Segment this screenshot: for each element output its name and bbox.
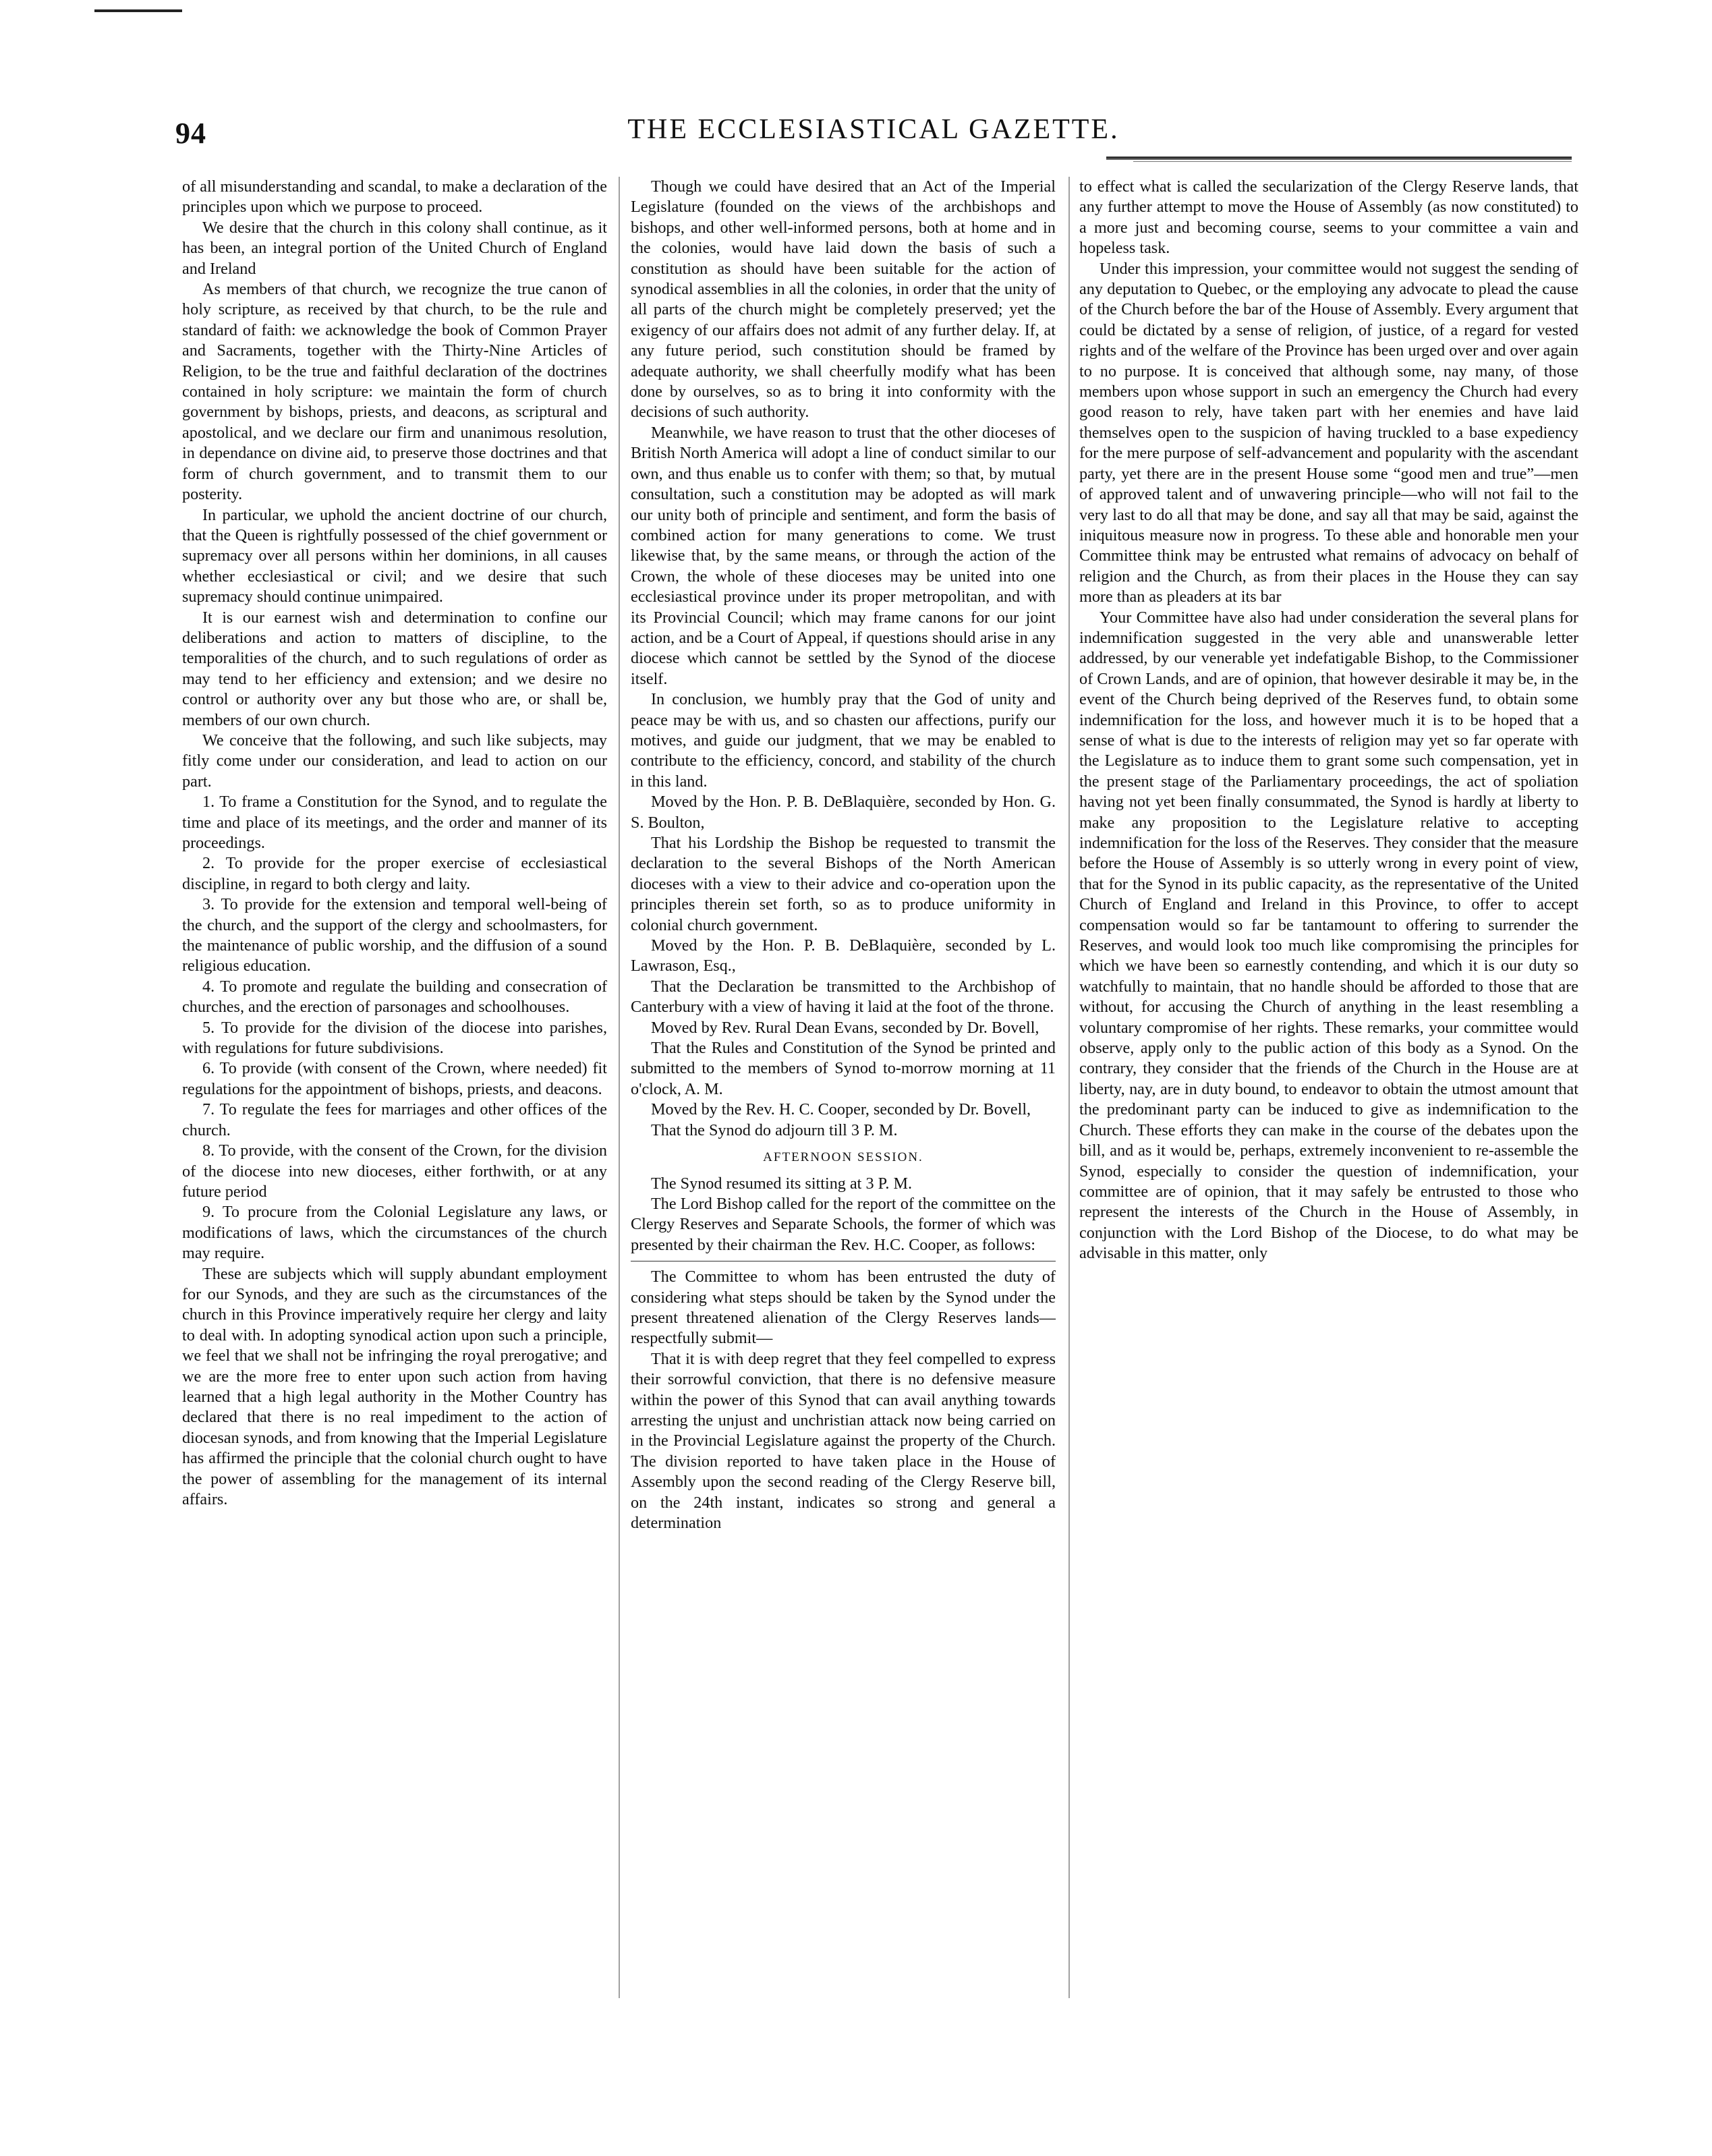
paragraph: We conceive that the following, and such like subjects, may fitly come under our consideration, and lead to action on our part. — [182, 731, 607, 791]
paragraph: 1. To frame a Constitution for the Synod, and to regulate the time and place of its meetings, and the order and manner of its proceedings. — [182, 793, 607, 852]
column-middle — [631, 177, 1056, 1533]
paragraph: We desire that the church in this colony shall continue, as it has been, an integral portion of the United Church of England and Ireland — [182, 218, 607, 278]
paragraph: 7. To regulate the fees for marriages and other offices of the church. — [182, 1100, 607, 1139]
paragraph: Under this impression, your committee would not suggest the sending of any deputation to Quebec, or the employing any advocate to plead the cause of the Church before the bar of the House of Assembly. Every argument that could be dictated by a sense of religion, of justice, of a regard for vested rights and of the welfare of the Province has been urged over and over again to no purpose. It is conceived that although some, nay many, of those members upon whose support in such an emergency the Church had every good reason to rely, have taken part with her enemies and have laid themselves open to the suspicion of having truckled to a base expediency for the mere purpose of self-advancement and popularity with the ascendant party, yet there are in the present House some “good men and true”—men of approved talent and of unwavering principle—who will not fail to the very last to do all that may be done, and say all that may be said, against the iniquitous measure now in progress. To these able and honorable men your Committee think may be entrusted what remains of advocacy on behalf of religion and the Church, as from their places in the House they can say more than as pleaders at its bar — [1079, 259, 1578, 606]
paragraph: 2. To provide for the proper exercise of ecclesiastical discipline, in regard to both clergy and laity. — [182, 854, 607, 893]
paragraph: 4. To promote and regulate the building and consecration of churches, and the erection of parsonages and schoolhouses. — [182, 977, 607, 1017]
paragraph: 6. To provide (with consent of the Crown, where needed) fit regulations for the appointment of bishops, priests, and deacons. — [182, 1059, 607, 1098]
paragraph: Moved by the Hon. P. B. DeBlaquière, seconded by Hon. G. S. Boulton, — [631, 793, 1056, 832]
top-corner-mark — [94, 9, 182, 12]
paragraph: The Lord Bishop called for the report of the committee on the Clergy Reserves and Separate Schools, the former of which was presented by their chairman the Rev. H.C. Cooper, as follows: — [631, 1194, 1056, 1254]
column-divider — [1068, 177, 1070, 1998]
paragraph: Your Committee have also had under consideration the several plans for indemnification suggested in the very able and unanswerable letter addressed, by our venerable yet indefatigable Bishop, to the Commissioner of Crown Lands, and are of opinion, that however desirable it may be, in the event of the Church being deprived of the Reserves fund, to obtain some indemnification for the loss, and however much it is to be hoped that a sense of what is due to the interests of religion may yet so far operate with the Legislature as to induce them to grant some such compensation, yet in the present stage of the Parliamentary proceedings, the act of spoliation having not yet been finally consummated, the Synod is hardly at liberty to make any proposition to the Legislature relative to accepting indemnification for the loss of the Reserves. They consider that the measure before the House of Assembly is so utterly wrong in every point of view, that for the Synod in its public capacity, as the representative of the United Church of England and Ireland in this Province, to offer to accept compensation would so far be tantamount to offering to surrender the Reserves, and would look too much like compromising the principles for which we have been so earnestly contending, and which it is our duty so watchfully to maintain, that no handle should be afforded to those that are without, for accusing the Church of anything in the least resembling a voluntary compromise of her rights. These remarks, your committee would observe, apply only to the public action of this body as a Synod. On the contrary, they consider that the friends of the Church in the House are at liberty, nay, are in duty bound, to endeavor to obtain the utmost amount that the predominant party can be induced to give as indemnification to the Church. These efforts they can make in the course of the debates upon the bill, and as it would be, perhaps, extremely inconvenient to re-assemble the Synod, especially to consider the question of indemnification, your committee are of opinion, that it may safely be entrusted to those who represent the interests of the Church in the House of Assembly, in conjunction with the Lord Bishop of the Diocese, to do what may be advisable in this matter, only — [1079, 608, 1578, 1263]
paragraph: In particular, we uphold the ancient doctrine of our church, that the Queen is rightfully possessed of the chief government or supremacy over all persons within her dominions, in all causes whether ecclesiastical or civil; and we desire that such supremacy should continue unimpaired. — [182, 505, 607, 606]
header-rule-thin — [1133, 161, 1572, 162]
column-divider — [619, 177, 620, 1998]
column-left — [182, 177, 607, 1510]
column-right — [1079, 177, 1578, 1264]
paragraph: That the Synod do adjourn till 3 P. M. — [651, 1120, 898, 1139]
paragraph: 9. To procure from the Colonial Legislature any laws, or modifications of laws, which the circumstances of the church may require. — [182, 1203, 607, 1263]
paragraph: That the Rules and Constitution of the Synod be printed and submitted to the members of Synod to-morrow morning at 11 o'clock, A. M. — [631, 1039, 1056, 1098]
paragraph: That it is with deep regret that they feel compelled to express their sorrowful conviction, that there is no defensive measure within the power of this Synod that can avail anything towards arresting the unjust and unchristian attack now being carried on in the Provincial Legislature against the property of the Church. The division reported to have taken place in the House of Assembly upon the second reading of the Clergy Reserve bill, on the 24th instant, indicates so strong and general a determination — [631, 1349, 1056, 1532]
paragraph: Moved by the Hon. P. B. DeBlaquière, seconded by L. Lawrason, Esq., — [631, 936, 1056, 975]
paragraph: In conclusion, we humbly pray that the God of unity and peace may be with us, and so chasten our affections, purify our motives, and guide our judgment, that we may be enabled to contribute to the efficiency, concord, and stability of the church in this land. — [631, 690, 1056, 791]
paragraph: These are subjects which will supply abundant employment for our Synods, and they are such as the circumstances of the church in this Province imperatively require her clergy and laity to deal with. In adopting synodical action upon such a principle, we feel that we shall not be infringing the royal prerogative; and we are the more free to enter upon such action from having learned that a high legal authority in the Mother Country has declared that there is no real impediment to the action of diocesan synods, and from knowing that the Imperial Legislature has affirmed the principle that the colonial church ought to have the power of assembling for the management of its internal affairs. — [182, 1264, 607, 1508]
paragraph: of all misunderstanding and scandal, to make a declaration of the principles upon which we purpose to proceed. — [182, 177, 607, 217]
page-number: 94 — [175, 117, 206, 150]
paragraph: Though we could have desired that an Act of the Imperial Legislature (founded on the views of the archbishops and bishops, and other well-informed persons, both at home and in the colonies, would have laid down the basis of such a constitution as should have been suitable for the action of synodical assemblies in all the colonies, in order that the unity of all parts of the church might be completely preserved; yet the exigency of our affairs does not admit of any further delay. If, at any future period, such constitution should be framed by adequate authority, we shall cheerfully modify what has been done by ourselves, so as to bring it into conformity with the decisions of such authority. — [631, 177, 1056, 422]
page-header — [175, 113, 1572, 154]
section-heading: AFTERNOON SESSION. — [763, 1150, 923, 1165]
paragraph: The Synod resumed its sitting at 3 P. M. — [651, 1174, 912, 1193]
paragraph: As members of that church, we recognize the true canon of holy scripture, as received by that church, to be the rule and standard of faith: we acknowledge the book of Common Prayer and Sacraments, together with the Thirty-Nine Articles of Religion, to be the true and faithful declaration of the doctrines contained in holy scripture: we maintain the form of church government by bishops, priests, and deacons, as scriptural and apostolical, and we declare our firm and unanimous resolution, in dependance on divine aid, to preserve those doctrines and that form of church government, and to transmit them to our posterity. — [182, 280, 607, 504]
paragraph: That his Lordship the Bishop be requested to transmit the declaration to the several Bishops of the North American dioceses with a view to their advice and co-operation upon the principles therein set forth, so as to produce uniformity in colonial church government. — [631, 834, 1056, 934]
paragraph: The Committee to whom has been entrusted the duty of considering what steps should be taken by the Synod under the present threatened alienation of the Clergy Reserves lands—respectfully submit— — [631, 1268, 1056, 1348]
paragraph: Moved by Rev. Rural Dean Evans, seconded by Dr. Bovell, — [651, 1018, 1039, 1037]
paragraph: That the Declaration be transmitted to the Archbishop of Canterbury with a view of having it laid at the foot of the throne. — [631, 977, 1056, 1017]
paragraph: 5. To provide for the division of the diocese into parishes, with regulations for future subdivisions. — [182, 1018, 607, 1058]
paragraph: Moved by the Rev. H. C. Cooper, seconded by Dr. Bovell, — [651, 1100, 1031, 1119]
paragraph: 3. To provide for the extension and temporal well-being of the church, and the support of the clergy and schoolmasters, for the maintenance of public worship, and the diffusion of a sound religious education. — [182, 895, 607, 975]
paragraph: Meanwhile, we have reason to trust that the other dioceses of British North America will adopt a line of conduct similar to our own, and thus enable us to confer with them; so that, by mutual consultation, such a constitution may be adopted as will mark our unity both of principle and sentiment, and form the basis of combined action for many generations to come. We trust likewise that, by the same means, or through the action of the Crown, the whole of these dioceses may be united into one ecclesiastical province under its proper metropolitan, and with its Provincial Council; which may frame canons for our joint action, and be a Court of Appeal, if questions should arise in any diocese which cannot be settled by the Synod of the diocese itself. — [631, 423, 1056, 688]
header-rule — [1106, 157, 1572, 160]
paragraph: It is our earnest wish and determination to confine our deliberations and action to matters of discipline, to the temporalities of the church, and to such regulations of order as may tend to her efficiency and extension; and we desire no control or authority over any but those who are, or shall be, members of our own church. — [182, 608, 607, 729]
paragraph: to effect what is called the secularization of the Clergy Reserve lands, that any further attempt to move the House of Assembly (as now constituted) to a more just and becoming course, seems to your committee a vain and hopeless task. — [1079, 177, 1578, 258]
paragraph: 8. To provide, with the consent of the Crown, for the division of the diocese into new dioceses, either forthwith, or at any future period — [182, 1141, 607, 1201]
journal-title: THE ECCLESIASTICAL GAZETTE. — [627, 114, 1120, 145]
